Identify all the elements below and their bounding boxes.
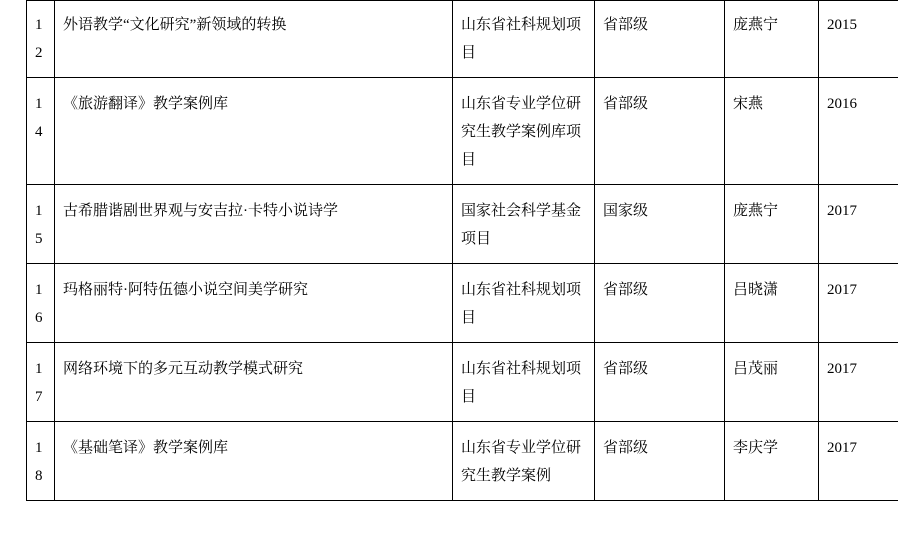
cell-source: 山东省社科规划项目 bbox=[453, 264, 595, 343]
cell-person: 庞燕宁 bbox=[725, 185, 819, 264]
cell-person: 李庆学 bbox=[725, 422, 819, 501]
cell-title: 外语教学“文化研究”新领域的转换 bbox=[55, 1, 453, 78]
cell-number: 15 bbox=[27, 185, 55, 264]
cell-level: 省部级 bbox=[595, 343, 725, 422]
cell-level: 省部级 bbox=[595, 78, 725, 185]
table-row bbox=[27, 78, 898, 185]
cell-title: 网络环境下的多元互动教学模式研究 bbox=[55, 343, 453, 422]
cell-title: 古希腊谐剧世界观与安吉拉·卡特小说诗学 bbox=[55, 185, 453, 264]
table-row bbox=[27, 264, 898, 343]
cell-level: 省部级 bbox=[595, 1, 725, 78]
cell-level: 省部级 bbox=[595, 422, 725, 501]
cell-source: 山东省社科规划项目 bbox=[453, 1, 595, 78]
cell-number: 17 bbox=[27, 343, 55, 422]
cell-number: 16 bbox=[27, 264, 55, 343]
cell-year: 2016 bbox=[819, 78, 898, 185]
table-row bbox=[27, 185, 898, 264]
cell-person: 宋燕 bbox=[725, 78, 819, 185]
projects-table bbox=[26, 0, 898, 501]
table-row bbox=[27, 422, 898, 501]
cell-year: 2017 bbox=[819, 422, 898, 501]
cell-number: 18 bbox=[27, 422, 55, 501]
cell-person: 吕晓潇 bbox=[725, 264, 819, 343]
cell-source: 山东省专业学位研究生教学案例库项目 bbox=[453, 78, 595, 185]
cell-source: 山东省专业学位研究生教学案例 bbox=[453, 422, 595, 501]
cell-number: 12 bbox=[27, 1, 55, 78]
table-row bbox=[27, 1, 898, 78]
cell-title: 《基础笔译》教学案例库 bbox=[55, 422, 453, 501]
cell-source: 山东省社科规划项目 bbox=[453, 343, 595, 422]
cell-year: 2017 bbox=[819, 185, 898, 264]
table-row bbox=[27, 343, 898, 422]
cell-title: 《旅游翻译》教学案例库 bbox=[55, 78, 453, 185]
cell-title: 玛格丽特·阿特伍德小说空间美学研究 bbox=[55, 264, 453, 343]
cell-year: 2017 bbox=[819, 343, 898, 422]
cell-level: 国家级 bbox=[595, 185, 725, 264]
cell-source: 国家社会科学基金项目 bbox=[453, 185, 595, 264]
cell-person: 庞燕宁 bbox=[725, 1, 819, 78]
cell-person: 吕茂丽 bbox=[725, 343, 819, 422]
cell-year: 2017 bbox=[819, 264, 898, 343]
cell-number: 14 bbox=[27, 78, 55, 185]
cell-level: 省部级 bbox=[595, 264, 725, 343]
cell-year: 2015 bbox=[819, 1, 898, 78]
